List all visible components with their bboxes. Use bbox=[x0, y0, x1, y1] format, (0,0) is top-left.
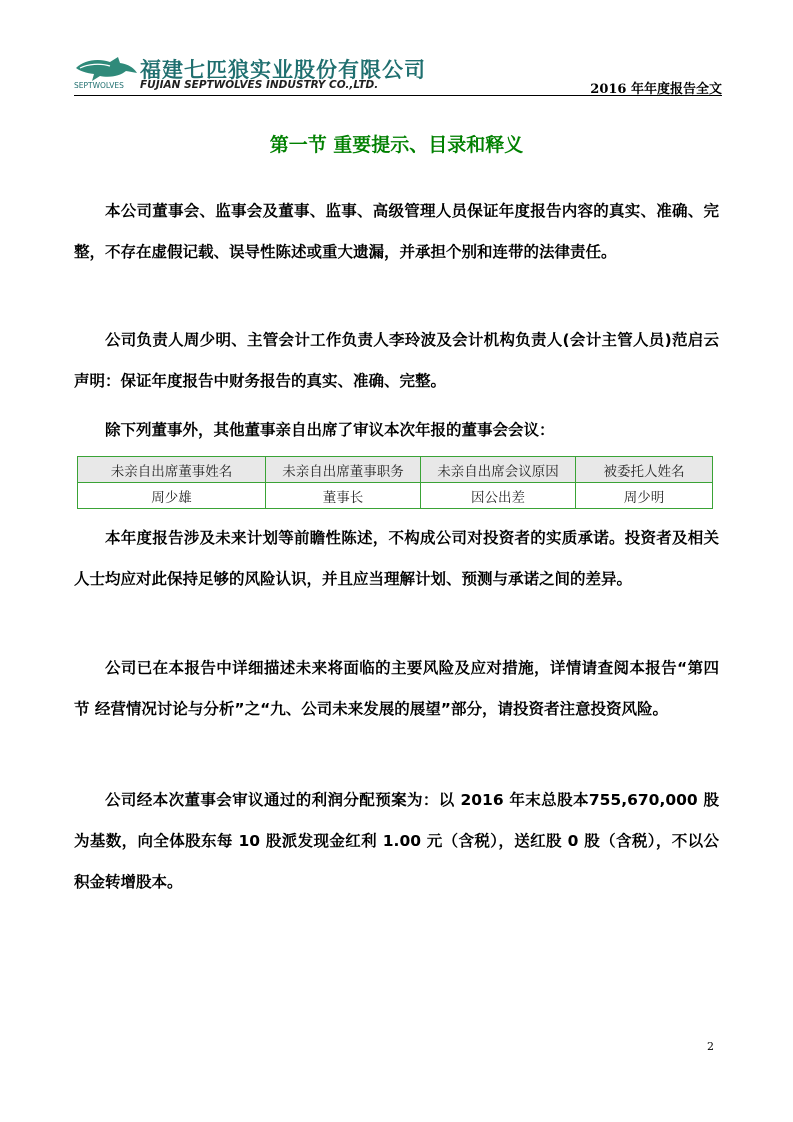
table-header-cell: 未亲自出席董事姓名 bbox=[78, 457, 266, 483]
page-number: 2 bbox=[707, 1040, 714, 1053]
table-header-cell: 未亲自出席董事职务 bbox=[266, 457, 421, 483]
paragraph-declaration: 公司负责人周少明、主管会计工作负责人李玲波及会计机构负责人(会计主管人员)范启云声明：保证年度报告中财务报告的真实、准确、完整。 bbox=[74, 331, 719, 390]
table-cell: 因公出差 bbox=[421, 483, 576, 509]
paragraph-absent-directors: 除下列董事外，其他董事亲自出席了审议本次年报的董事会会议： bbox=[105, 421, 555, 439]
table-header-row bbox=[78, 457, 713, 483]
table-cell: 周少明 bbox=[576, 483, 713, 509]
page-header bbox=[74, 50, 722, 96]
table-header-cell: 未亲自出席会议原因 bbox=[421, 457, 576, 483]
report-title: 2016 年年度报告全文 bbox=[590, 82, 722, 97]
header-divider bbox=[74, 95, 722, 96]
section-title: 第一节 重要提示、目录和释义 bbox=[269, 134, 524, 156]
paragraph-profit-distribution: 公司经本次董事会审议通过的利润分配预案为：以 2016 年末总股本755,670,000 股为基数，向全体股东每 10 股派发现金红利 1.00 元（含税），送红股 0 股（含税），不以公积金转增股本。 bbox=[74, 791, 719, 891]
wolf-logo-icon bbox=[74, 54, 138, 84]
table-cell: 周少雄 bbox=[78, 483, 266, 509]
table-row bbox=[78, 483, 713, 509]
paragraph-responsibility: 本公司董事会、监事会及董事、监事、高级管理人员保证年度报告内容的真实、准确、完整，不存在虚假记载、误导性陈述或重大遗漏，并承担个别和连带的法律责任。 bbox=[74, 202, 719, 261]
company-name-en: FUJIAN SEPTWOLVES INDUSTRY CO.,LTD. bbox=[140, 79, 379, 91]
table-cell: 董事长 bbox=[266, 483, 421, 509]
absent-directors-table bbox=[77, 456, 713, 509]
paragraph-risk: 公司已在本报告中详细描述未来将面临的主要风险及应对措施，详情请查阅本报告“第四节 经营情况讨论与分析”之“九、公司未来发展的展望”部分，请投资者注意投资风险。 bbox=[74, 659, 719, 718]
paragraph-forward-looking: 本年度报告涉及未来计划等前瞻性陈述，不构成公司对投资者的实质承诺。投资者及相关人士均应对此保持足够的风险认识，并且应当理解计划、预测与承诺之间的差异。 bbox=[74, 529, 719, 588]
brand-label: SEPTWOLVES bbox=[74, 81, 124, 90]
company-name-cn: 福建七匹狼实业股份有限公司 bbox=[140, 58, 426, 82]
table-header-cell: 被委托人姓名 bbox=[576, 457, 713, 483]
